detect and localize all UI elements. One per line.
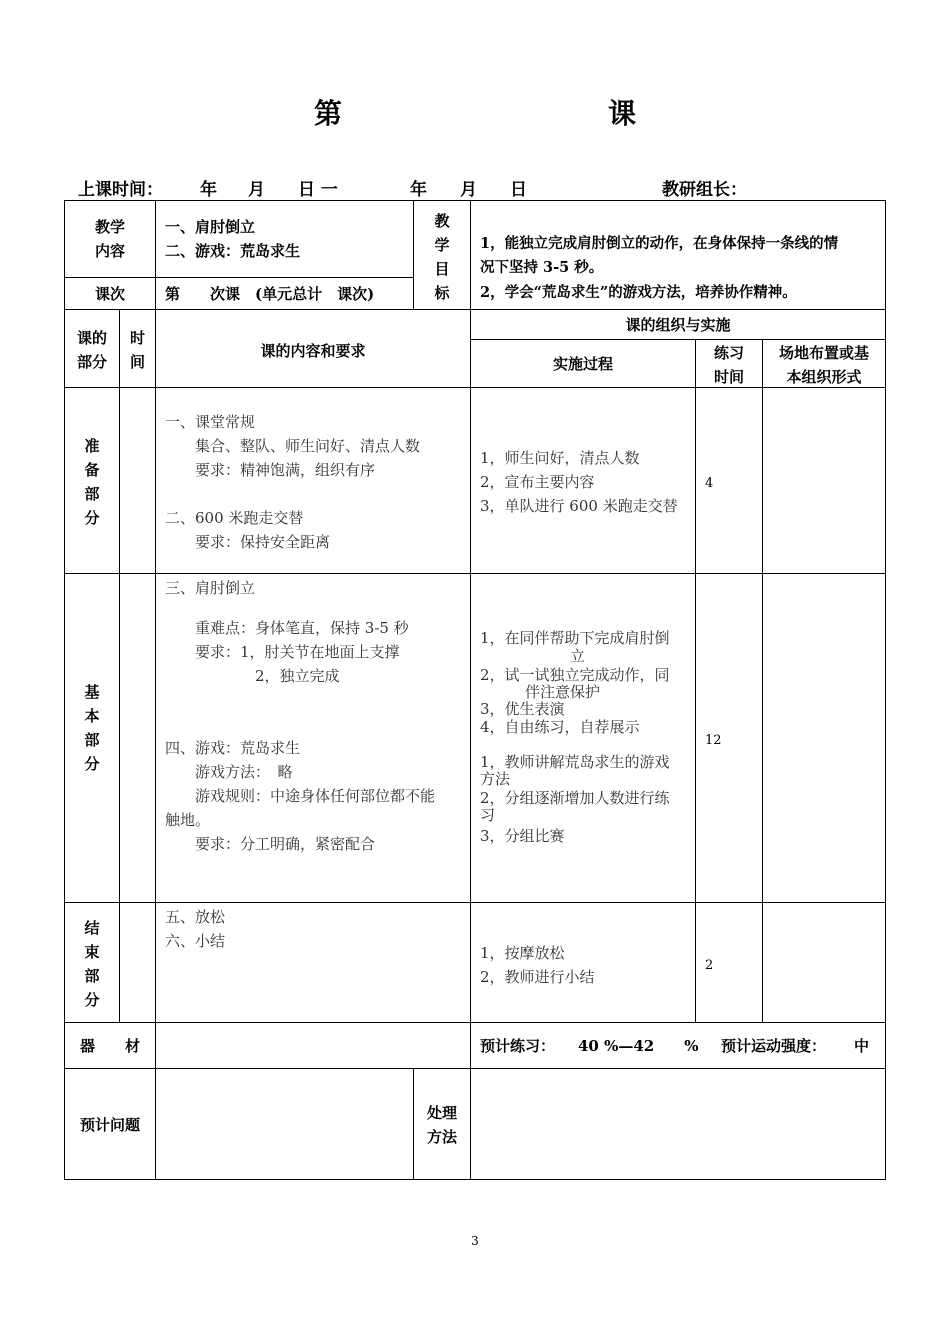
basic-content-cell (155, 573, 471, 903)
year-label-1: 年 (200, 180, 217, 200)
basic-content-line: 三、肩肘倒立 (165, 579, 256, 597)
time-label: 上课时间： (78, 180, 163, 200)
end-process-line: 2，教师进行小结 (480, 968, 595, 986)
part-header-cell (64, 309, 120, 388)
method-label-cell (413, 1068, 471, 1180)
content-header: 课的内容和要求 (260, 342, 366, 360)
basic-content-line: 2，独立完成 (165, 667, 340, 685)
basic-content-line: 触地。 (165, 811, 211, 829)
page-number: 3 (471, 1234, 479, 1248)
prep-practice-value: 4 (705, 476, 714, 491)
basic-content-line: 要求：分工明确，紧密配合 (165, 835, 376, 853)
goal-line-1: 1，能独立完成肩肘倒立的动作，在身体保持一条线的情 (480, 235, 839, 252)
basic-process-line: 习 (480, 806, 496, 824)
content-header-cell (155, 309, 471, 388)
basic-practice-cell (695, 573, 763, 903)
content-label: 教学 内容 (94, 218, 125, 260)
end-time-cell (119, 902, 156, 1023)
end-part-cell (64, 902, 120, 1023)
basic-time-cell (119, 573, 156, 903)
end-layout-cell (762, 902, 886, 1023)
prep-process-line: 1，师生问好，清点人数 (480, 449, 640, 467)
lesson-label-cell (64, 277, 156, 310)
end-content-cell (155, 902, 471, 1023)
practice-ratio-label: 预计练习： (480, 1037, 556, 1055)
end-process-line: 1，按摩放松 (480, 944, 565, 962)
problems-value-cell (155, 1068, 414, 1180)
basic-practice-value: 12 (705, 733, 722, 748)
practice-ratio-value: 40 %—42 % (578, 1037, 699, 1055)
content-line-2: 二、游戏：荒岛求生 (165, 242, 301, 260)
end-part-label: 结 束 部 分 (84, 919, 100, 1009)
year-label-2: 年 (410, 180, 427, 200)
process-header: 实施过程 (552, 355, 613, 373)
practice-time-header: 练习 时间 (713, 344, 744, 386)
problems-label-cell (64, 1068, 156, 1180)
prep-content-cell (155, 387, 471, 574)
basic-process-line: 4，自由练习，自荐展示 (480, 718, 640, 736)
day-label-2: 日 (510, 180, 527, 200)
prep-content-line: 一、课堂常规 (165, 413, 256, 431)
prep-layout-cell (762, 387, 886, 574)
basic-process-line: 3，优生表演 (480, 700, 565, 718)
basic-content-line: 要求：1，肘关节在地面上支撑 (165, 643, 400, 661)
equipment-label-cell (64, 1022, 156, 1069)
org-header-cell (470, 309, 886, 340)
content-line-1: 一、肩肘倒立 (165, 218, 256, 236)
time-header: 时 间 (129, 329, 145, 371)
basic-part-cell (64, 573, 120, 903)
month-label-1: 月 (248, 180, 265, 200)
prep-process-line: 2，宣布主要内容 (480, 473, 595, 491)
end-content-line: 五、放松 (165, 908, 226, 926)
basic-part-label: 基 本 部 分 (84, 683, 100, 773)
lesson-header (78, 175, 878, 201)
day-label-1: 日 一 (298, 180, 338, 200)
prep-content-line: 要求：精神饱满，组织有序 (165, 461, 376, 479)
equipment-value-cell (155, 1022, 471, 1069)
content-label-cell (64, 200, 156, 278)
lesson-value: 第 次课 (单元总计 课次) (165, 285, 375, 303)
prep-process-line: 3，单队进行 600 米跑走交替 (480, 497, 678, 515)
basic-content-line: 四、游戏：荒岛求生 (165, 739, 301, 757)
basic-process-line: 2，试一试独立完成动作，同 (480, 666, 670, 684)
basic-process-line: 3，分组比赛 (480, 827, 565, 845)
intensity-value: 中 (854, 1037, 870, 1055)
basic-process-line: 方法 (480, 770, 511, 788)
goal-label-cell (413, 200, 471, 310)
problems-label: 预计问题 (79, 1116, 140, 1134)
basic-layout-cell (762, 573, 886, 903)
page-title: 第 课 (313, 97, 706, 130)
end-practice-value: 2 (705, 958, 714, 973)
basic-content-line: 游戏方法： 略 (165, 763, 293, 781)
basic-content-line: 游戏规则：中途身体任何部位都不能 (165, 787, 436, 805)
goal-label: 教 学 目 标 (434, 212, 450, 302)
leader-label: 教研组长： (662, 180, 747, 200)
basic-process-line: 伴注意保护 (480, 683, 601, 701)
prep-process-cell (470, 387, 696, 574)
end-content-line: 六、小结 (165, 932, 226, 950)
basic-process-line: 1，在同伴帮助下完成肩肘倒 (480, 629, 670, 647)
month-label-2: 月 (460, 180, 477, 200)
prep-content-line: 要求：保持安全距离 (165, 533, 331, 551)
lesson-label: 课次 (94, 285, 125, 303)
time-header-cell (119, 309, 156, 388)
prep-content-line: 集合、整队、师生问好、清点人数 (165, 437, 421, 455)
org-header: 课的组织与实施 (625, 316, 731, 334)
prep-part-cell (64, 387, 120, 574)
method-label: 处理 方法 (426, 1104, 457, 1146)
prep-practice-cell (695, 387, 763, 574)
basic-content-line: 重难点：身体笔直，保持 3-5 秒 (165, 619, 409, 637)
layout-header: 场地布置或基 本组织形式 (778, 344, 869, 386)
goal-line-3: 2，学会“荒岛求生”的游戏方法，培养协作精神。 (480, 284, 797, 301)
prep-part-label: 准 备 部 分 (84, 437, 100, 527)
prep-content-line: 二、600 米跑走交替 (165, 509, 304, 527)
equipment-stats-cell (470, 1022, 886, 1069)
practice-time-header-cell (695, 339, 763, 388)
goal-cell (470, 200, 886, 310)
equipment-label: 器 材 (79, 1037, 140, 1055)
end-process-cell (470, 902, 696, 1023)
basic-process-line: 1，教师讲解荒岛求生的游戏 (480, 753, 670, 771)
process-header-cell (470, 339, 696, 388)
method-value-cell (470, 1068, 886, 1180)
basic-process-line: 2，分组逐渐增加人数进行练 (480, 789, 670, 807)
basic-process-cell (470, 573, 696, 903)
basic-process-line: 立 (480, 647, 586, 665)
content-cell (155, 200, 414, 278)
prep-time-cell (119, 387, 156, 574)
goal-line-2: 况下坚持 3-5 秒。 (480, 259, 604, 276)
intensity-label: 预计运动强度： (721, 1037, 827, 1055)
lesson-value-cell (155, 277, 414, 310)
end-practice-cell (695, 902, 763, 1023)
layout-header-cell (762, 339, 886, 388)
part-header: 课的 部分 (76, 329, 107, 371)
